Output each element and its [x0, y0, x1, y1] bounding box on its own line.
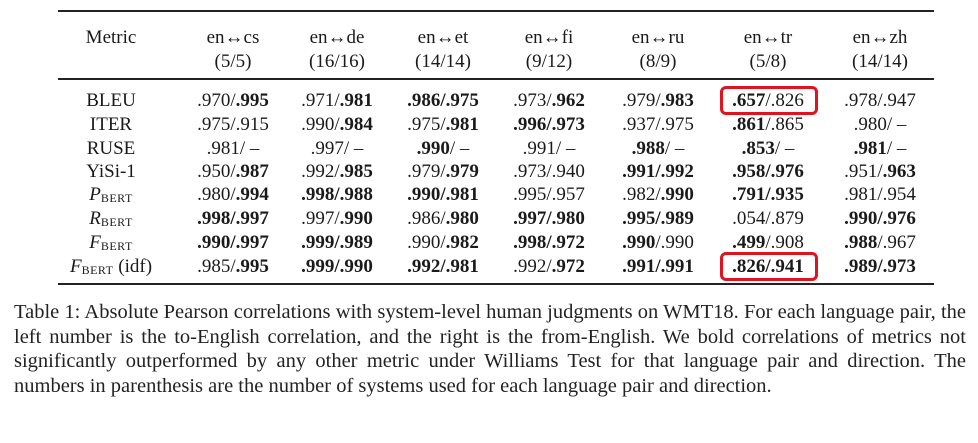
- correlation-cell: .991/ –: [522, 138, 576, 159]
- metric-name: FBERT (idf): [69, 256, 153, 277]
- correlation-cell: .990/.984: [301, 114, 373, 135]
- correlation-cell: .970/.995: [197, 90, 269, 111]
- correlation-cell: .991/.992: [622, 161, 694, 182]
- correlation-cell: .990/.981: [407, 184, 479, 205]
- correlation-cell: .997/ –: [310, 138, 364, 159]
- table-row: [58, 113, 934, 137]
- correlation-cell: .971/.981: [301, 90, 373, 111]
- correlation-cell: .657/.826: [732, 90, 804, 111]
- correlation-cell: .980/.994: [197, 184, 269, 205]
- metric-name: YiSi-1: [86, 161, 136, 182]
- correlation-cell: .979/.983: [622, 90, 694, 111]
- correlation-cell: .998/.988: [301, 184, 373, 205]
- header-col-1: [283, 26, 391, 74]
- correlation-cell: .990/.976: [844, 208, 916, 229]
- correlation-cell: .982/.990: [622, 184, 694, 205]
- highlight-box: [720, 86, 818, 115]
- correlation-cell: .981/ –: [206, 138, 260, 159]
- header-pair: en↔et: [417, 27, 469, 48]
- header-metric: Metric: [85, 27, 137, 48]
- correlation-cell: .975/.915: [197, 114, 269, 135]
- correlation-cell: .985/.995: [197, 256, 269, 277]
- correlation-cell: .978/.947: [844, 90, 916, 111]
- table-bottom-rule: [58, 283, 934, 285]
- correlation-cell: .990/.997: [197, 232, 269, 253]
- correlation-cell: .988/ –: [631, 138, 685, 159]
- header-systems: (16/16): [309, 51, 365, 72]
- correlation-cell: .826/.941: [732, 256, 804, 277]
- table-row: [58, 207, 934, 231]
- correlation-cell: .995/.989: [622, 208, 694, 229]
- correlation-cell: .791/.935: [732, 184, 804, 205]
- header-pair: en↔cs: [206, 27, 260, 48]
- correlation-cell: .937/.975: [622, 114, 694, 135]
- correlation-cell: .986/.975: [407, 90, 479, 111]
- correlation-cell: .998/.972: [513, 232, 585, 253]
- correlation-cell: .975/.981: [407, 114, 479, 135]
- table-row: [58, 160, 934, 184]
- correlation-cell: .950/.987: [197, 161, 269, 182]
- correlation-cell: .999/.990: [301, 256, 373, 277]
- correlation-cell: .989/.973: [844, 256, 916, 277]
- header-col-3: [495, 26, 603, 74]
- header-systems: (14/14): [415, 51, 471, 72]
- correlation-cell: .973/.962: [513, 90, 585, 111]
- table-row: [58, 183, 934, 207]
- correlation-cell: .991/.991: [622, 256, 694, 277]
- metric-name: RUSE: [86, 138, 136, 159]
- table-caption: Table 1: Absolute Pearson correlations with system-level human judgments on WMT18. For each language pair, the left number is the to-English correlation, and the right is the from-English. We bold correlations of metrics not significantly outperformed by any other metric under Williams Test for that language pair and direction. The numbers in parenthesis are the number of systems used for each language pair and direction.: [14, 301, 966, 397]
- correlation-cell: .981/ –: [853, 138, 907, 159]
- header-pair: en↔tr: [743, 27, 793, 48]
- metric-name: FBERT: [89, 232, 133, 253]
- correlation-cell: .998/.997: [197, 208, 269, 229]
- correlation-cell: .995/.957: [513, 184, 585, 205]
- correlation-cell: .981/.954: [844, 184, 916, 205]
- correlation-cell: .861/.865: [732, 114, 804, 135]
- correlation-cell: .992/.981: [407, 256, 479, 277]
- header-pair: en↔fi: [524, 27, 574, 48]
- correlation-cell: .992/.985: [301, 161, 373, 182]
- correlation-cell: .958/.976: [732, 161, 804, 182]
- correlation-cell: .499/.908: [732, 232, 804, 253]
- metric-name: PBERT: [89, 184, 133, 205]
- header-systems: (8/9): [639, 51, 677, 72]
- correlation-cell: .979/.979: [407, 161, 479, 182]
- table-row: [58, 137, 934, 161]
- header-pair: en↔de: [309, 27, 365, 48]
- highlight-box: [720, 252, 818, 281]
- correlation-cell: .054/.879: [732, 208, 804, 229]
- correlation-cell: .999/.989: [301, 232, 373, 253]
- correlation-cell: .951/.963: [844, 161, 916, 182]
- correlation-cell: .990/ –: [416, 138, 470, 159]
- table-header-rule: [58, 78, 934, 80]
- correlation-cell: .988/.967: [844, 232, 916, 253]
- header-systems: (5/5): [214, 51, 252, 72]
- correlation-cell: .973/.940: [513, 161, 585, 182]
- header-col-2: [389, 26, 497, 74]
- header-col-6: [826, 26, 934, 74]
- header-col-0: [179, 26, 287, 74]
- correlation-cell: .997/.980: [513, 208, 585, 229]
- header-col-4: [604, 26, 712, 74]
- header-pair: en↔zh: [852, 27, 908, 48]
- correlation-cell: .990/.990: [622, 232, 694, 253]
- correlation-cell: .990/.982: [407, 232, 479, 253]
- correlation-cell: .997/.990: [301, 208, 373, 229]
- header-systems: (9/12): [525, 51, 573, 72]
- correlation-cell: .853/ –: [741, 138, 795, 159]
- header-systems: (5/8): [749, 51, 787, 72]
- correlation-cell: .996/.973: [513, 114, 585, 135]
- correlation-cell: .992/.972: [513, 256, 585, 277]
- correlation-cell: .986/.980: [407, 208, 479, 229]
- metric-name: RBERT: [89, 208, 133, 229]
- header-col-5: [714, 26, 822, 74]
- header-systems: (14/14): [852, 51, 908, 72]
- table-top-rule: [58, 10, 934, 12]
- metric-name: ITER: [89, 114, 133, 135]
- header-pair: en↔ru: [631, 27, 685, 48]
- correlation-cell: .980/ –: [853, 114, 907, 135]
- metric-name: BLEU: [86, 90, 136, 111]
